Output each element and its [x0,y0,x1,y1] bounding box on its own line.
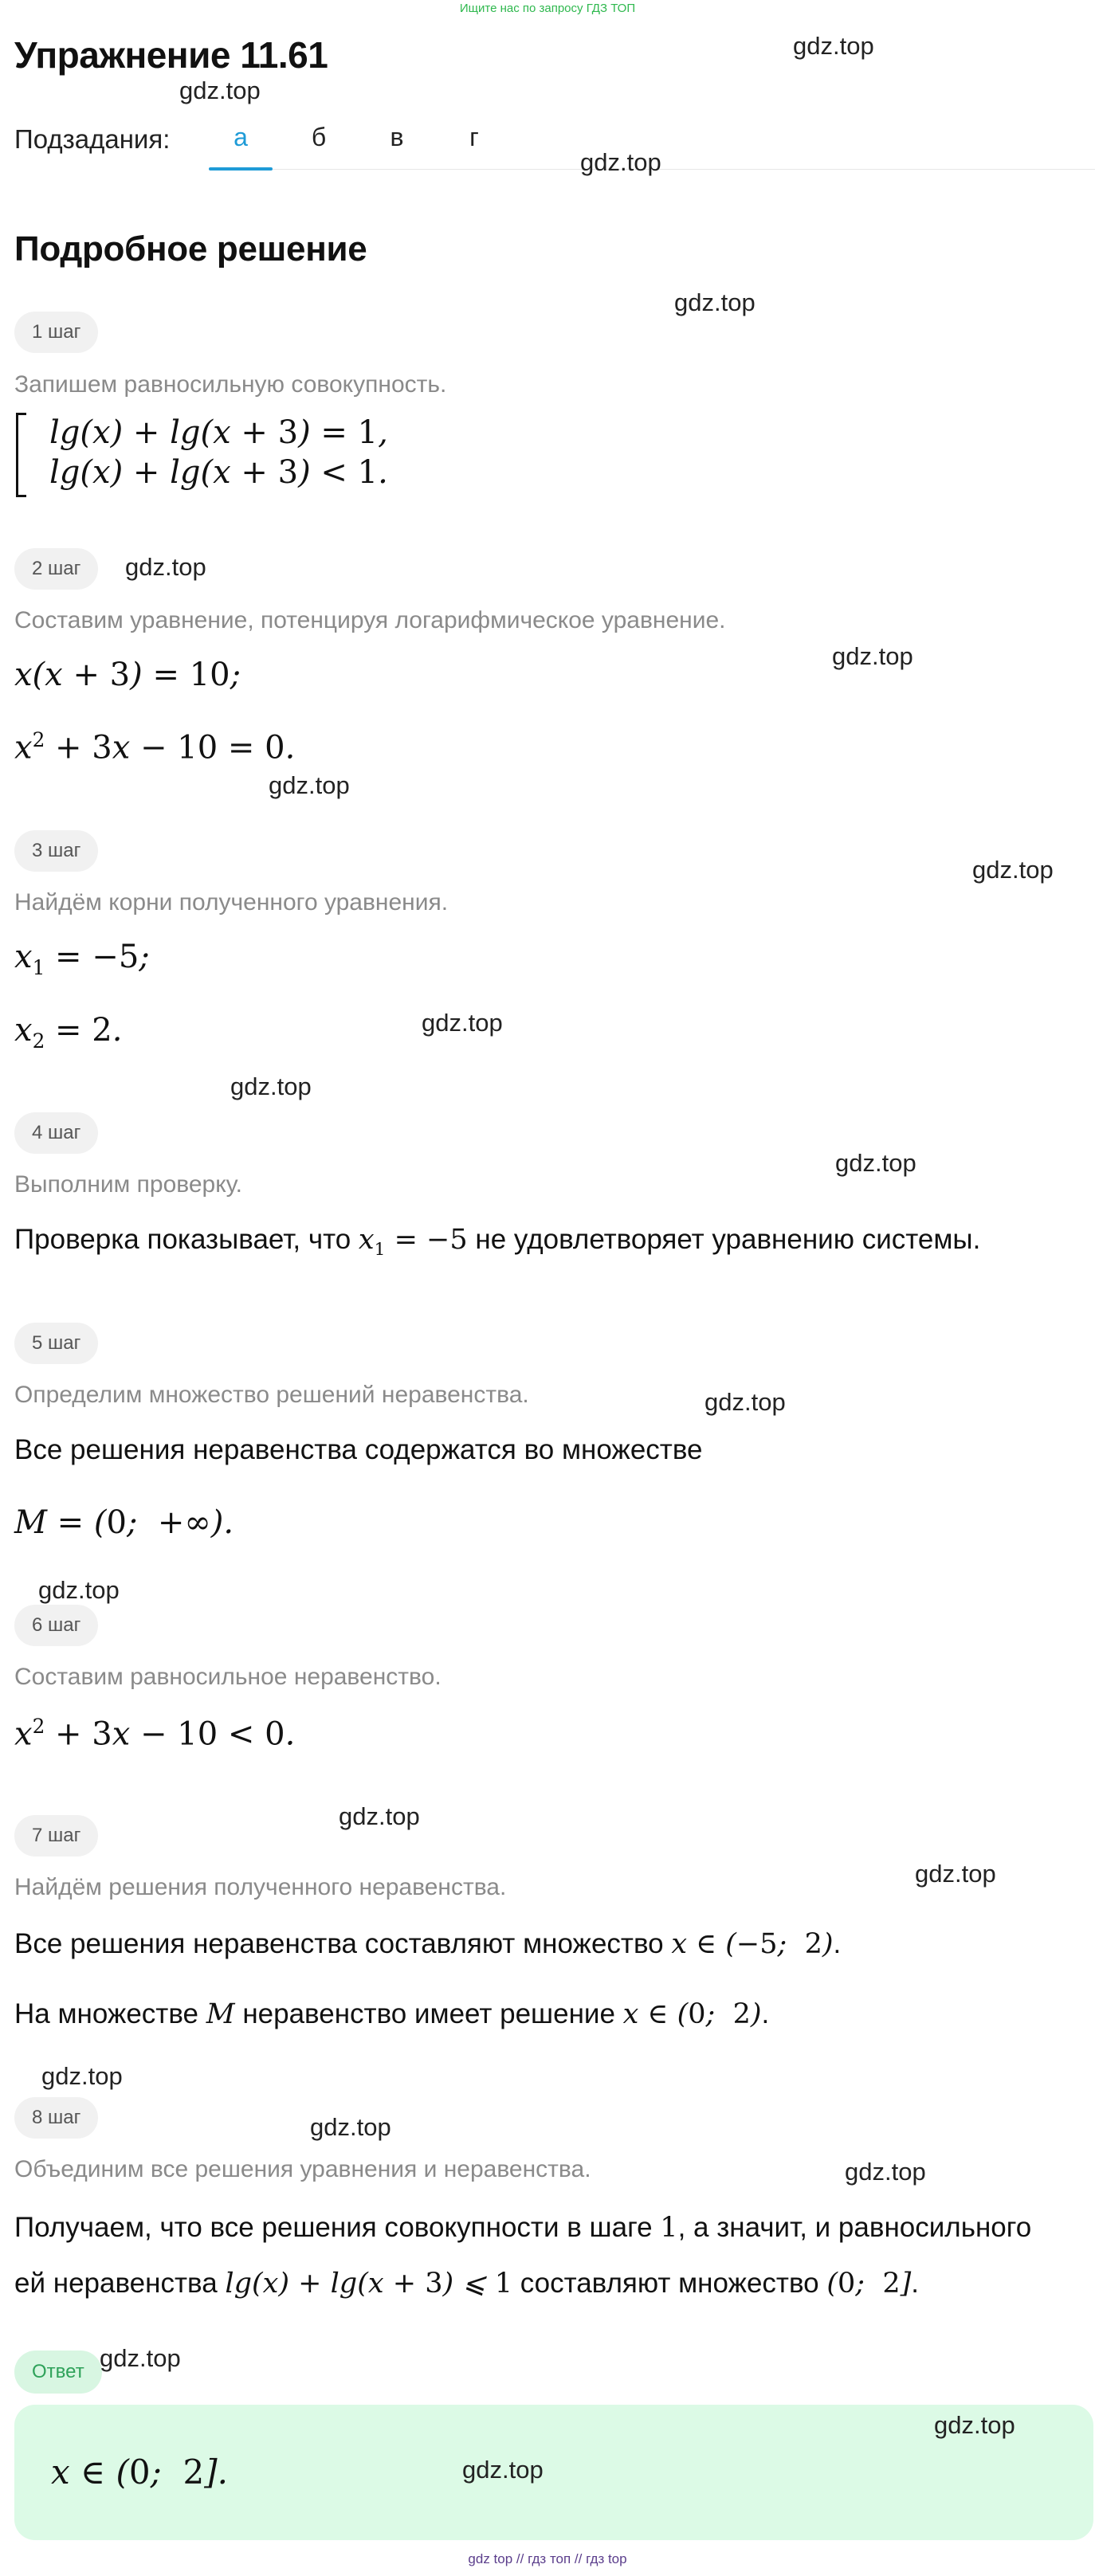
watermark: gdz.top [972,856,1054,884]
solution-text: Все решения неравенства составляют множество x ∈ (−5; 2). [14,1928,842,1960]
step-description: Найдём корни полученного уравнения. [14,889,449,916]
footer-links[interactable]: gdz top // гдз топ // гдз top [468,2551,627,2566]
active-tab-indicator [209,167,273,171]
watermark: gdz.top [179,76,261,104]
tabs-divider [273,169,1095,170]
watermark: gdz.top [125,553,206,581]
watermark: gdz.top [934,2411,1015,2439]
watermark: gdz.top [915,1860,996,1888]
tab-a[interactable]: а [234,123,248,151]
watermark: gdz.top [674,288,756,316]
tab-v[interactable]: в [390,123,404,151]
step-description: Составим уравнение, потенцируя логарифмическое уравнение. [14,607,726,633]
equation: $x^2 + 3x - 10 = 0$. [14,728,296,767]
watermark: gdz.top [230,1072,312,1100]
equation: lg(x) + lg(x + 3) = 1, [49,414,388,451]
watermark: gdz.top [422,1009,503,1037]
section-title: Подробное решение [14,229,367,269]
inequality: $x^2 + 3x - 10 < 0$. [14,1715,296,1753]
inequality: lg(x) + lg(x + 3) < 1. [49,454,388,491]
solution-text: На множестве M неравенство имеет решение x ∈ (0; 2). [14,1998,770,2030]
equation: x(x + 3) = 10; [14,657,241,693]
step-badge: 7 шаг [14,1815,98,1857]
step-description: Запишем равносильную совокупность. [14,371,447,398]
set-m: M = (0; +∞). [14,1504,234,1541]
tab-b[interactable]: б [311,123,327,151]
step-badge: 4 шаг [14,1112,98,1154]
watermark: gdz.top [462,2456,544,2484]
step-description: Выполним проверку. [14,1171,243,1198]
step-description: Составим равносильное неравенство. [14,1664,442,1690]
root-1: $x_1 = -5$; [14,939,150,979]
conclusion-text: ей неравенства lg(x) + lg(x + 3) ⩽ 1 составляют множество (0; 2]. [14,2268,920,2300]
step-description: Определим множество решений неравенства. [14,1382,529,1408]
step-badge: 1 шаг [14,312,98,353]
watermark: gdz.top [269,771,350,799]
solution-text: Все решения неравенства содержатся во множестве [14,1434,703,1465]
watermark: gdz.top [793,32,874,60]
watermark: gdz.top [704,1388,786,1416]
watermark: gdz.top [845,2158,926,2186]
watermark: gdz.top [38,1576,120,1604]
step-description: Объединим все решения уравнения и неравенства. [14,2156,591,2182]
tab-g[interactable]: г [469,123,479,151]
conclusion-text: Получаем, что все решения совокупности в шаге 1, а значит, и равносильного [14,2212,1032,2244]
answer-value: x ∈ (0; 2]. [51,2452,228,2492]
step-badge: 8 шаг [14,2097,98,2139]
top-banner[interactable]: Ищите нас по запросу ГДЗ ТОП [459,2,636,15]
watermark: gdz.top [832,642,913,670]
answer-badge: Ответ [14,2351,102,2394]
step-description: Найдём решения полученного неравенства. [14,1874,507,1900]
step-badge: 2 шаг [14,548,98,590]
watermark: gdz.top [41,2062,123,2090]
step-badge: 3 шаг [14,830,98,872]
check-text: Проверка показывает, что $x_1 = -5$ не удовлетворяет уравнению системы. [14,1224,981,1260]
page-title: Упражнение 11.61 [14,34,328,76]
watermark: gdz.top [310,2113,391,2141]
step-badge: 5 шаг [14,1323,98,1364]
watermark: gdz.top [835,1149,916,1177]
root-2: $x_2 = 2$. [14,1012,123,1053]
system-bracket [16,413,26,497]
watermark: gdz.top [100,2344,181,2372]
watermark: gdz.top [580,148,661,176]
watermark: gdz.top [339,1802,420,1830]
step-badge: 6 шаг [14,1605,98,1646]
subtasks-label: Подзадания: [14,124,171,154]
